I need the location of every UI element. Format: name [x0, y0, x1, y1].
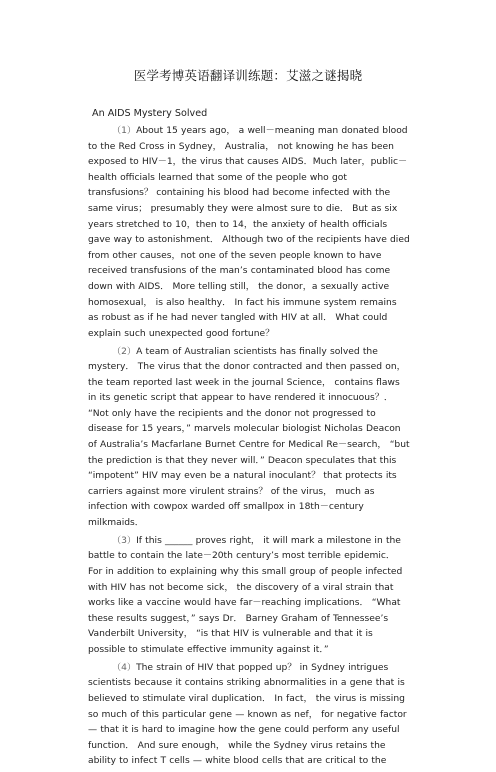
paragraph-1: [88, 124, 410, 342]
paragraph-4: [88, 661, 410, 770]
paragraph-text: If this ______ proves right， it will mark a milestone in the battle to contain the late－20th century’s most terrible epidemic． For in addition to explaining why this small group of people infected with HIV has not become sick， the discovery of a viral strain that works like a vaccine would have far－reaching implications． “What these results suggest，” says Dr． Barney Graham of Tennessee’s Vanderbilt University， “is that HIV is vulnerable and that it is possible to stimulate effective immunity against it．”: [88, 535, 403, 655]
article-title: An AIDS Mystery Solved: [92, 108, 208, 119]
article-body: [88, 124, 410, 772]
document-title: 医学考博英语翻译训练题：艾滋之谜揭晓: [133, 68, 363, 83]
paragraph-number: （1）: [112, 126, 137, 136]
paragraph-2: [88, 345, 410, 532]
paragraph-number: （2）: [112, 346, 137, 357]
paragraph-number: （3）: [112, 535, 137, 546]
paragraph-text: About 15 years ago， a well－meaning man donated blood to the Red Cross in Sydney， Australia， not knowing he has been exposed to HIV－1，the virus that causes AIDS．Much later，public－health officials learned that some of the people who got transfusions？ containing his blood had become infected with the same virus； presumably they were almost sure to die． But as six years stretched to 10，then to 14，the anxiety of health officials gave way to astonishment． Although two of the recipients have died from other causes，not one of the seven people known to have received transfusions of the man’s contaminated blood has come down with AIDS． More telling still， the donor，a sexually active homosexual， is also healthy． In fact his immune system remains as robust as if he had never tangled with HIV at all． What could explain such unexpected good fortune？: [88, 126, 410, 339]
paragraph-3: [88, 534, 410, 659]
paragraph-text: A team of Australian scientists has finally solved the mystery． The virus that the donor contracted and then passed on， the team reported last week in the journal Science， contains flaws in its genetic script that appear to have rendered it innocuous？． “Not only have the recipients and the donor not progressed to disease for 15 years，” marvels molecular biologist Nicholas Deacon of Australia’s Macfarlane Burnet Centre for Medical Re－search， “but the prediction is that they never will．” Deacon speculates that this “impotent” HIV may even be a natural inoculant？ that protects its carriers against more virulent strains？ of the virus， much as infection with cowpox warded off smallpox in 18th－century milkmaids．: [88, 346, 410, 529]
paragraph-text: The strain of HIV that popped up？ in Sydney intrigues scientists because it contains striking abnormalities in a gene that is believed to stimulate viral duplication． In fact， the virus is missing so much of this particular gene — known as nef， for negative factor — that it is hard to imagine how the gene could perform any useful function． And sure enough， while the Sydney virus retains the ability to infect T cells — white blood cells that are critical to the: [88, 662, 407, 767]
paragraph-number: （4）: [112, 662, 137, 673]
